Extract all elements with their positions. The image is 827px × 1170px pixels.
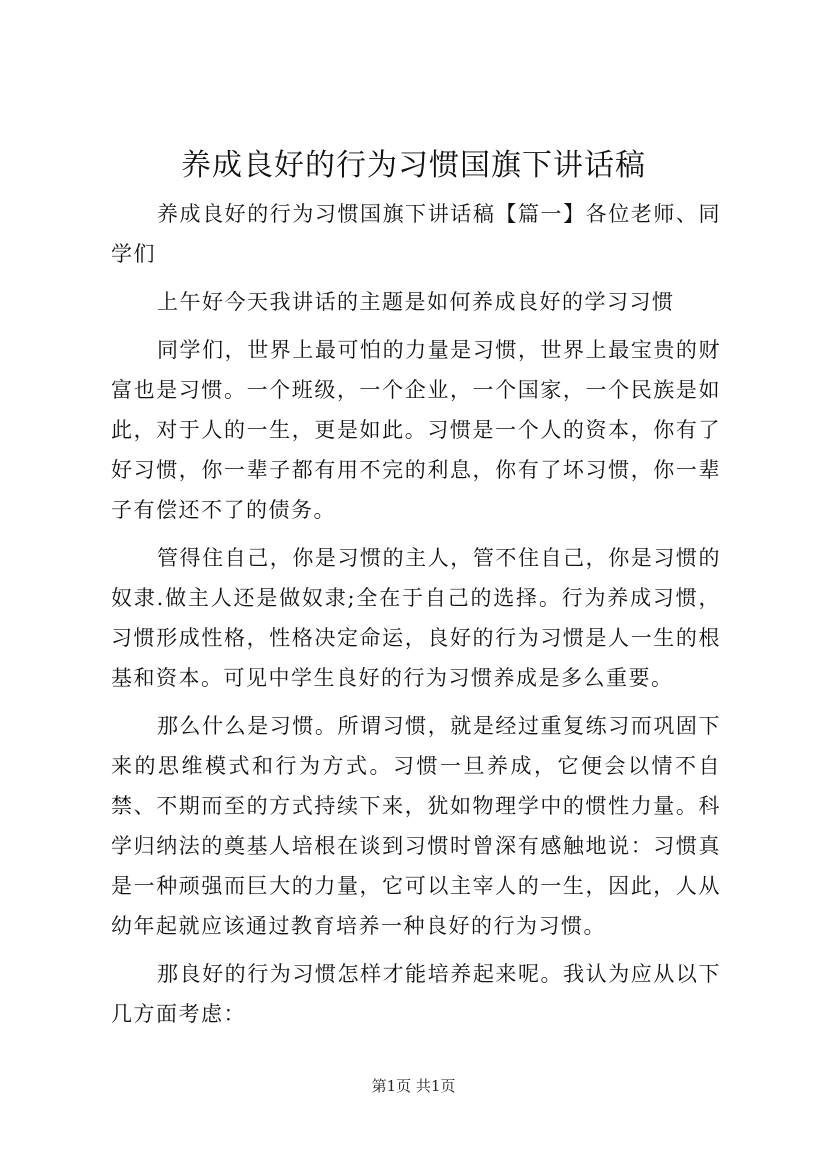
paragraph-1: 养成良好的行为习惯国旗下讲话稿【篇一】各位老师、同学们 <box>111 202 721 266</box>
paragraph-2: 上午好今天我讲话的主题是如何养成良好的学习习惯 <box>157 290 675 314</box>
paragraph-6: 那良好的行为习惯怎样才能培养起来呢。我认为应从以下几方面考虑： <box>111 962 721 1026</box>
document-body <box>111 194 721 1042</box>
paragraph-3: 同学们，世界上最可怕的力量是习惯，世界上最宝贵的财富也是习惯。一个班级，一个企业，一个国家，一个民族是如此，对于人的一生，更是如此。习惯是一个人的资本，你有了好习惯，你一辈子都有用不完的利息，你有了坏习惯，你一辈子有偿还不了的债务。 <box>111 338 721 522</box>
paragraph-5: 那么什么是习惯。所谓习惯，就是经过重复练习而巩固下来的思维模式和行为方式。习惯一旦养成，它便会以情不自禁、不期而至的方式持续下来，犹如物理学中的惯性力量。科学归纳法的奠基人培根在谈到习惯时曾深有感触地说：习惯真是一种顽强而巨大的力量，它可以主宰人的一生，因此，人从幼年起就应该通过教育培养一种良好的行为习惯。 <box>111 714 721 938</box>
page-footer: 第1页 共1页 <box>371 1077 456 1095</box>
document-title: 养成良好的行为习惯国旗下讲话稿 <box>181 148 646 183</box>
paragraph-4: 管得住自己，你是习惯的主人，管不住自己，你是习惯的奴隶.做主人还是做奴隶;全在于自己的选择。行为养成习惯，习惯形成性格，性格决定命运，良好的行为习惯是人一生的根基和资本。可见中学生良好的行为习惯养成是多么重要。 <box>111 546 721 690</box>
